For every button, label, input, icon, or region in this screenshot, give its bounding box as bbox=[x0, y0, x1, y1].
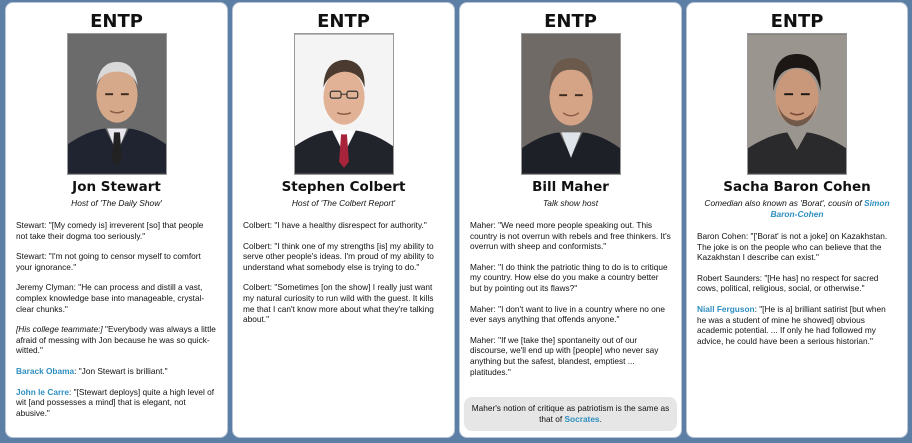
quote bbox=[470, 220, 671, 252]
quote bbox=[16, 366, 217, 377]
person-name: Jon Stewart bbox=[72, 179, 161, 195]
quote-text: : "[Stewart deploys] quite a high level of wit [and possesses a mind] that is elegant, not abusive." bbox=[16, 386, 215, 418]
personality-type: ENTP bbox=[544, 11, 597, 32]
quote bbox=[470, 262, 671, 294]
quote-text: "I do think the patriotic thing to do is to critique my country. How else do you make a country better but by pointing out its flaws?" bbox=[470, 261, 668, 293]
quote-speaker: Colbert: bbox=[243, 240, 273, 251]
quote-list bbox=[6, 220, 227, 418]
quote-speaker: Maher: bbox=[470, 261, 496, 272]
portrait-image bbox=[68, 34, 166, 174]
profile-card-stephen-colbert bbox=[232, 2, 455, 438]
quote bbox=[243, 282, 444, 324]
quote-text: "[He has] no respect for sacred cows, political, religious, social, or otherwise." bbox=[697, 272, 879, 294]
quote bbox=[16, 324, 217, 356]
quote bbox=[243, 220, 444, 231]
personality-type: ENTP bbox=[317, 11, 370, 32]
person-role: Host of 'The Daily Show' bbox=[71, 198, 162, 208]
portrait-photo bbox=[521, 33, 621, 175]
quote-text: "['Borat' is not a joke] on Kazakhstan. The joke is on the people who can believe that the Kazakhstan I describe can exist." bbox=[697, 231, 888, 263]
quote-text: "We need more people speaking out. This country is not overrun with rebels and free thinkers. It's overrun with sheep and conformists." bbox=[470, 220, 671, 252]
quote-speaker: Stewart: bbox=[16, 251, 47, 262]
quote bbox=[470, 304, 671, 325]
quote bbox=[470, 335, 671, 377]
quote-text: "I don't want to live in a country where no one ever says anything that offends anyone." bbox=[470, 303, 666, 325]
personality-type: ENTP bbox=[90, 11, 143, 32]
quote bbox=[16, 251, 217, 272]
person-name: Sacha Baron Cohen bbox=[723, 179, 871, 195]
quote-speaker-link[interactable]: Barack Obama bbox=[16, 365, 75, 376]
portrait-photo bbox=[67, 33, 167, 175]
person-role bbox=[687, 198, 907, 220]
person-name: Stephen Colbert bbox=[281, 179, 406, 195]
quote-speaker: Maher: bbox=[470, 334, 496, 345]
portrait-photo bbox=[747, 33, 847, 175]
quote-speaker: [His college teammate:] bbox=[16, 324, 103, 335]
portrait-image bbox=[295, 34, 393, 174]
quote-text: "Sometimes [on the show] I really just want my natural curiosity to run wild with the guest. It kills me that I can't know more about what they're talking about." bbox=[243, 282, 434, 325]
quote bbox=[697, 273, 897, 294]
quote-text: : "[He is a] brilliant satirist [but when he was a student of mine he showed] obvious academic potential. ... If only he had followed my advice, he could have been a serious historian." bbox=[697, 303, 886, 346]
quote-speaker: Baron Cohen: bbox=[697, 231, 749, 241]
note-text: Maher's notion of critique as patriotism is the same as that of bbox=[471, 403, 670, 424]
role-text: Comedian also known as 'Borat', cousin of bbox=[704, 198, 865, 208]
quote-speaker: Colbert: bbox=[243, 282, 273, 293]
portrait-image bbox=[748, 34, 846, 174]
quote-list bbox=[460, 220, 681, 377]
quote-speaker: Colbert: bbox=[243, 220, 273, 230]
quote-speaker-link[interactable]: Niall Ferguson bbox=[697, 303, 755, 314]
quote bbox=[16, 387, 217, 419]
note-end: . bbox=[599, 414, 602, 424]
quote-text: "I'm not going to censor myself to comfort your ignorance." bbox=[16, 251, 201, 272]
note-link[interactable]: Socrates bbox=[564, 414, 600, 424]
quote-speaker: Maher: bbox=[470, 303, 496, 314]
quote-text: "I have a healthy disrespect for authority." bbox=[272, 220, 427, 230]
person-role: Host of 'The Colbert Report' bbox=[291, 198, 396, 208]
quote-speaker: Stewart: bbox=[16, 220, 47, 230]
quote bbox=[697, 231, 897, 263]
profile-card-bill-maher bbox=[459, 2, 682, 438]
quote-speaker-link[interactable]: John le Carre bbox=[16, 386, 70, 397]
person-name: Bill Maher bbox=[532, 179, 609, 195]
quote-text: "Everybody was always a little afraid of messing with Jon because he was so quick-witted." bbox=[16, 324, 216, 356]
highlight-note bbox=[464, 397, 677, 431]
quote-speaker: Robert Saunders: bbox=[697, 272, 763, 283]
quote-text: : "Jon Stewart is brilliant." bbox=[74, 365, 168, 376]
role-link[interactable]: Simon Baron-Cohen bbox=[770, 198, 890, 219]
quote-text: "[My comedy is] irreverent [so] that people not take their dogma too seriously." bbox=[16, 220, 204, 241]
portrait-photo bbox=[294, 33, 394, 175]
profile-card-sacha-baron-cohen bbox=[686, 2, 908, 438]
quote-speaker: Jeremy Clyman: bbox=[16, 282, 76, 293]
quote-text: "He can process and distill a vast, complex knowledge base into manageable, crystal-clear chunks." bbox=[16, 282, 205, 314]
quote-text: "If we [take the] spontaneity out of our discourse, we'll end up with [people] who never say anything but the safest, blandest, emptiest ... platitudes." bbox=[470, 334, 659, 377]
quote-list bbox=[687, 231, 907, 346]
quote bbox=[697, 304, 897, 346]
quote bbox=[243, 241, 444, 273]
profile-card-jon-stewart bbox=[5, 2, 228, 438]
quote bbox=[16, 220, 217, 241]
person-role: Talk show host bbox=[542, 198, 599, 208]
personality-type: ENTP bbox=[770, 11, 824, 32]
quote bbox=[16, 282, 217, 314]
quote-speaker: Maher: bbox=[470, 220, 496, 230]
quote-list bbox=[233, 220, 454, 325]
quote-text: "I think one of my strengths [is] my ability to serve other people's ideas. I'm proud of my ability to understand what somebody else is trying to do." bbox=[243, 240, 434, 272]
portrait-image bbox=[522, 34, 620, 174]
